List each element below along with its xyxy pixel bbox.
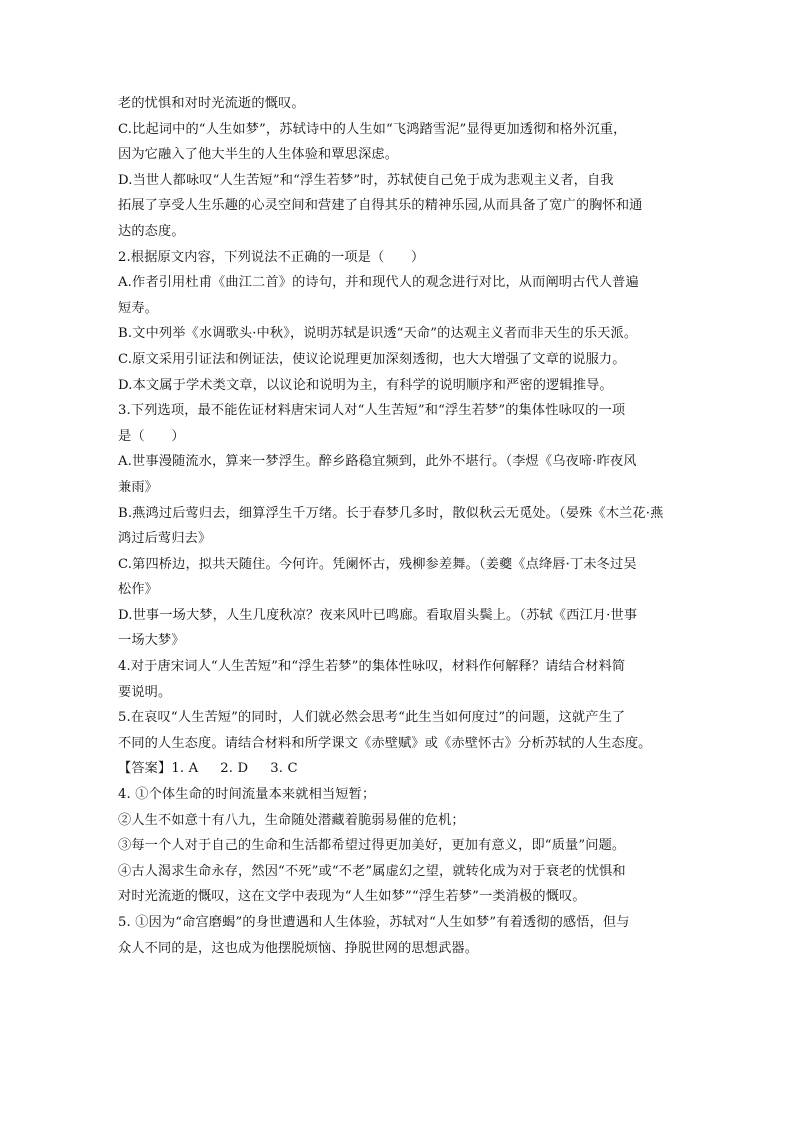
- answer-2: 2. D: [220, 761, 249, 777]
- text-line: D.世事一场大梦，人生几度秋凉？夜来风叶已鸣廊。看取眉头鬓上。（苏轼《西江月·世事: [118, 607, 638, 623]
- text-line: 是（ ）: [118, 428, 185, 444]
- text-column: [118, 91, 684, 961]
- text-line: 短寿。: [118, 300, 159, 316]
- answer-3: 3. C: [270, 761, 298, 777]
- answer-text-line: ③每一个人对于自己的生命和生活都希望过得更加美好，更加有意义，即“质量”问题。: [118, 838, 626, 854]
- text-line: A.作者引用杜甫《曲江二首》的诗句，并和现代人的观念进行对比，从而阐明古代人普遍: [118, 275, 639, 291]
- answer-tag: 【答案】: [118, 761, 172, 777]
- text-line: C.原文采用引证法和例证法，使议论说理更加深刻透彻，也大大增强了文章的说服力。: [118, 351, 626, 367]
- question-3-stem: 3.下列选项，最不能佐证材料唐宋词人对“人生苦短”和“浮生若梦”的集体性咏叹的一项: [118, 403, 626, 419]
- text-line: A.世事漫随流水，算来一梦浮生。醉乡路稳宜频到，此外不堪行。（李煜《乌夜啼·昨夜风: [118, 454, 637, 470]
- text-line: 老的忧惧和对时光流逝的慨叹。: [118, 96, 305, 111]
- text-line: D.本文属于学术类文章，以议论和说明为主，有科学的说明顺序和严密的逻辑推导。: [118, 377, 613, 393]
- answer-text-line: ④古人渴求生命永存，然因“不死”或“不老”属虚幻之望，就转化成为对于衰老的忧惧和: [118, 863, 626, 879]
- text-line: 拓展了享受人生乐趣的心灵空间和营建了自得其乐的精神乐园,从而具备了宽广的胸怀和通: [118, 198, 643, 214]
- text-line: 要说明。: [118, 684, 172, 700]
- text-line: 因为它融入了他大半生的人生体验和覃思深虑。: [118, 147, 399, 163]
- answer-line: [118, 756, 684, 782]
- text-line: C.比起词中的“人生如梦”，苏轼诗中的人生如“飞鸿踏雪泥”显得更加透彻和格外沉重，: [118, 121, 627, 137]
- text-line: 兼雨》: [118, 479, 159, 495]
- text-line: B.燕鸿过后莺归去，细算浮生千万绪。长于春梦几多时，散似秋云无觅处。（晏殊《木兰花·燕: [118, 505, 664, 521]
- text-line: C.第四桥边，拟共天随住。今何许。凭阑怀古，残柳参差舞。（姜夔《点绛唇·丁未冬过吴: [118, 556, 637, 572]
- answer-1: 1. A: [171, 761, 199, 777]
- answer-text-line: ②人生不如意十有八九，生命随处潜藏着脆弱易催的危机；: [118, 812, 465, 828]
- text-line: 达的态度。: [118, 223, 185, 239]
- text-line: 一场大梦》: [118, 633, 185, 649]
- text-line: 鸿过后莺归去》: [118, 531, 212, 547]
- question-2-stem: 2.根据原文内容，下列说法不正确的一项是（ ）: [118, 249, 425, 265]
- answer-text-line: 众人不同的是，这也成为他摆脱烦恼、挣脱世网的思想武器。: [118, 940, 479, 956]
- question-5-stem: 5.在哀叹“人生苦短”的同时，人们就必然会思考“此生当如何度过”的问题，这就产生了: [118, 710, 626, 726]
- answer-text-line: 对时光流逝的慨叹，这在文学中表现为“人生如梦”“浮生若梦”一类消极的慨叹。: [118, 889, 586, 905]
- text-line: 松作》: [118, 582, 159, 598]
- text-line: B.文中列举《水调歌头·中秋》，说明苏轼是识透“天命”的达观主义者而非天生的乐天派。: [118, 326, 638, 342]
- question-4-stem: 4.对于唐宋词人“人生苦短”和“浮生若梦”的集体性咏叹，材料作何解释？请结合材料简: [118, 659, 626, 675]
- answer-text-line: 4. ①个体生命的时间流量本来就相当短暂；: [118, 787, 376, 803]
- text-line: D.当世人都咏叹“人生苦短”和“浮生若梦”时，苏轼使自己免于成为悲观主义者，自我: [118, 172, 614, 188]
- text-line: 不同的人生态度。请结合材料和所学课文《赤壁赋》或《赤壁怀古》分析苏轼的人生态度。: [118, 735, 652, 751]
- answer-text-line: 5. ①因为“命宫磨蝎”的身世遭遇和人生体验，苏轼对“人生如梦”有着透彻的感悟，但与: [118, 915, 630, 930]
